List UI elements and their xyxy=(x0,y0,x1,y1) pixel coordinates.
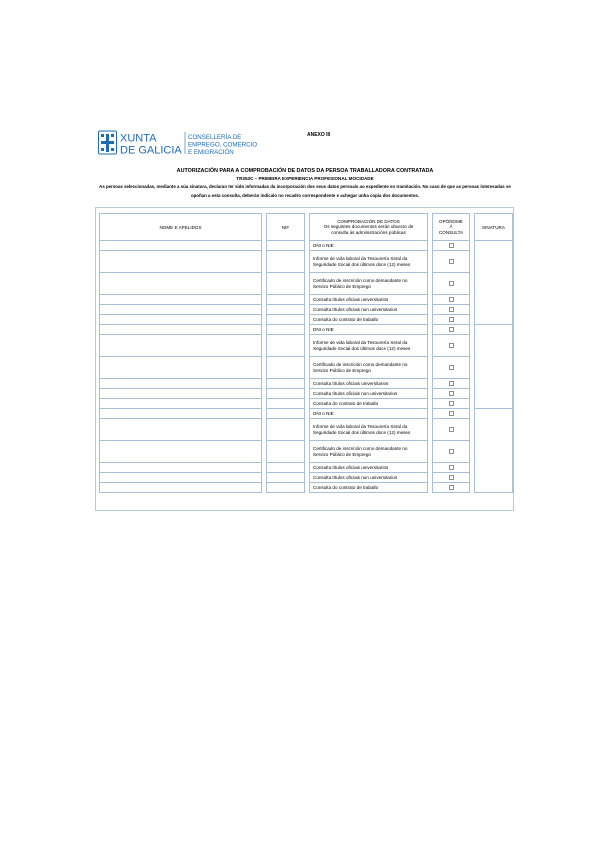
name-cell[interactable] xyxy=(100,419,262,441)
table-row xyxy=(100,325,513,335)
oppose-checkbox[interactable] xyxy=(449,449,454,454)
document-cell: DNI o NIE xyxy=(310,409,428,419)
oppose-checkbox[interactable] xyxy=(449,465,454,470)
table-row xyxy=(100,241,513,251)
nif-cell[interactable] xyxy=(267,325,305,335)
oppose-cell xyxy=(433,389,470,399)
table-row xyxy=(100,473,513,483)
document-cell: Consulta títulos oficiais non universitarios xyxy=(310,389,428,399)
oppose-cell xyxy=(433,463,470,473)
oppose-checkbox[interactable] xyxy=(449,327,454,332)
col-header-data-check xyxy=(310,214,428,241)
document-cell: Consulta do contrato de traballo xyxy=(310,315,428,325)
department-line-1: CONSELLERÍA DE xyxy=(188,134,242,141)
oppose-checkbox[interactable] xyxy=(449,281,454,286)
anexo-label: ANEXO III xyxy=(307,132,331,138)
oppose-checkbox[interactable] xyxy=(449,475,454,480)
oppose-cell xyxy=(433,473,470,483)
oppose-checkbox[interactable] xyxy=(449,243,454,248)
name-cell[interactable] xyxy=(100,325,262,335)
nif-cell[interactable] xyxy=(267,295,305,305)
nif-cell[interactable] xyxy=(267,335,305,357)
nif-cell[interactable] xyxy=(267,305,305,315)
oppose-checkbox[interactable] xyxy=(449,401,454,406)
oppose-checkbox[interactable] xyxy=(449,391,454,396)
oppose-checkbox[interactable] xyxy=(449,411,454,416)
oppose-checkbox[interactable] xyxy=(449,381,454,386)
document-cell: Consulta títulos oficiais universitarios xyxy=(310,295,428,305)
name-cell[interactable] xyxy=(100,409,262,419)
nif-cell[interactable] xyxy=(267,357,305,379)
oppose-cell xyxy=(433,335,470,357)
oppose-cell xyxy=(433,409,470,419)
name-cell[interactable] xyxy=(100,379,262,389)
galicia-emblem xyxy=(99,131,117,154)
name-cell[interactable] xyxy=(100,463,262,473)
document-cell: Consulta títulos oficiais non universitarios xyxy=(310,305,428,315)
table-row xyxy=(100,295,513,305)
document-cell: Informe de vida laboral da Tesourería Xeral da Seguridade Social dos últimos doce (12) meses xyxy=(310,251,428,273)
nif-cell[interactable] xyxy=(267,399,305,409)
col-header-oppose: OPÓÑOME Á CONSULTA xyxy=(433,214,470,241)
oppose-cell xyxy=(433,241,470,251)
name-cell[interactable] xyxy=(100,441,262,463)
oppose-cell xyxy=(433,357,470,379)
procedure-subtitle: TR353C – PRIMEIRA EXPERIENCIA PROFESIONAL MOCIDADE xyxy=(236,176,374,181)
oppose-cell xyxy=(433,295,470,305)
oppose-checkbox[interactable] xyxy=(449,485,454,490)
department-line-2: EMPREGO, COMERCIO xyxy=(188,141,258,149)
nif-cell[interactable] xyxy=(267,419,305,441)
oppose-checkbox[interactable] xyxy=(449,259,454,264)
document-cell: Certificado de inscrición como demandante no Servizo Público de Emprego xyxy=(310,273,428,295)
table-row xyxy=(100,419,513,441)
oppose-cell xyxy=(433,305,470,315)
nif-cell[interactable] xyxy=(267,315,305,325)
data-check-table xyxy=(99,213,513,493)
table-row xyxy=(100,379,513,389)
oppose-cell xyxy=(433,379,470,389)
document-cell: Consulta do contrato de traballo xyxy=(310,399,428,409)
name-cell[interactable] xyxy=(100,335,262,357)
nif-cell[interactable] xyxy=(267,241,305,251)
oppose-cell xyxy=(433,399,470,409)
document-cell: Informe de vida laboral da Tesourería Xeral da Seguridade Social dos últimos doce (12) meses xyxy=(310,419,428,441)
col-header-data-check-title: COMPROBACIÓN DE DATOS xyxy=(337,218,400,224)
table-row xyxy=(100,389,513,399)
oppose-cell xyxy=(433,483,470,493)
table-body xyxy=(100,241,513,493)
name-cell[interactable] xyxy=(100,251,262,273)
nif-cell[interactable] xyxy=(267,463,305,473)
document-title: AUTORIZACIÓN PARA A COMPROBACIÓN DE DATOS DA PERSOA TRABALLADORA CONTRATADA xyxy=(176,168,434,174)
document-cell: Certificado de inscrición como demandante no Servizo Público de Emprego xyxy=(310,357,428,379)
table-row xyxy=(100,357,513,379)
name-cell[interactable] xyxy=(100,315,262,325)
document-cell: DNI o NIE xyxy=(310,241,428,251)
oppose-cell xyxy=(433,441,470,463)
document-cell: Consulta do contrato de traballo xyxy=(310,483,428,493)
nif-cell[interactable] xyxy=(267,473,305,483)
document-cell: Consulta títulos oficiais universitarios xyxy=(310,379,428,389)
table-row xyxy=(100,315,513,325)
oppose-cell xyxy=(433,251,470,273)
nif-cell[interactable] xyxy=(267,251,305,273)
name-cell[interactable] xyxy=(100,483,262,493)
document-cell: Informe de vida laboral da Tesourería Xeral da Seguridade Social dos últimos doce (12) meses xyxy=(310,335,428,357)
col-header-data-check-sub: Os seguintes documentos serán obxecto de consulta ás administracións públicas xyxy=(323,224,414,235)
oppose-checkbox[interactable] xyxy=(449,343,454,348)
table-row xyxy=(100,409,513,419)
table-row xyxy=(100,441,513,463)
intro-paragraph: As persoas seleccionadas, mediante a súa sinatura, declaran ter sido informadas da incorporación dos seus datos persoais ao expediente en tramitación. No caso de que as persoas interesadas se opoñan a esta consulta, deberán indicalo no recadro correspondente e achegar unha copia dos documentos. xyxy=(99,184,511,198)
table-row xyxy=(100,305,513,315)
table-row xyxy=(100,251,513,273)
oppose-cell xyxy=(433,419,470,441)
table-row xyxy=(100,483,513,493)
signature-cell[interactable] xyxy=(475,409,513,493)
oppose-cell xyxy=(433,273,470,295)
table-row xyxy=(100,335,513,357)
oppose-checkbox[interactable] xyxy=(449,365,454,370)
oppose-checkbox[interactable] xyxy=(449,317,454,322)
logo-line-1: XUNTA xyxy=(120,132,157,145)
name-cell[interactable] xyxy=(100,389,262,399)
nif-cell[interactable] xyxy=(267,483,305,493)
nif-cell[interactable] xyxy=(267,379,305,389)
name-cell[interactable] xyxy=(100,399,262,409)
table-row xyxy=(100,273,513,295)
xunta-de-galicia-logo xyxy=(98,130,268,156)
nif-cell[interactable] xyxy=(267,273,305,295)
name-cell[interactable] xyxy=(100,295,262,305)
col-header-signature: SINATURA xyxy=(475,214,513,241)
oppose-checkbox[interactable] xyxy=(449,307,454,312)
document-cell: Certificado de inscrición como demandante no Servizo Público de Emprego xyxy=(310,441,428,463)
oppose-checkbox[interactable] xyxy=(449,297,454,302)
signature-cell[interactable] xyxy=(475,241,513,325)
department-line-3: E EMIGRACIÓN xyxy=(188,149,234,156)
table-row xyxy=(100,399,513,409)
name-cell[interactable] xyxy=(100,473,262,483)
name-cell[interactable] xyxy=(100,273,262,295)
nif-cell[interactable] xyxy=(267,389,305,399)
name-cell[interactable] xyxy=(100,241,262,251)
oppose-cell xyxy=(433,325,470,335)
nif-cell[interactable] xyxy=(267,409,305,419)
signature-cell[interactable] xyxy=(475,325,513,409)
col-header-name: NOME E APELIDOS xyxy=(100,214,262,241)
name-cell[interactable] xyxy=(100,305,262,315)
oppose-checkbox[interactable] xyxy=(449,427,454,432)
col-header-nif: NIF xyxy=(267,214,305,241)
name-cell[interactable] xyxy=(100,357,262,379)
oppose-cell xyxy=(433,315,470,325)
table-row xyxy=(100,463,513,473)
nif-cell[interactable] xyxy=(267,441,305,463)
document-cell: Consulta títulos oficiais universitarios xyxy=(310,463,428,473)
document-cell: DNI o NIE xyxy=(310,325,428,335)
logo-line-2: DE GALICIA xyxy=(120,144,182,156)
document-cell: Consulta títulos oficiais non universitarios xyxy=(310,473,428,483)
